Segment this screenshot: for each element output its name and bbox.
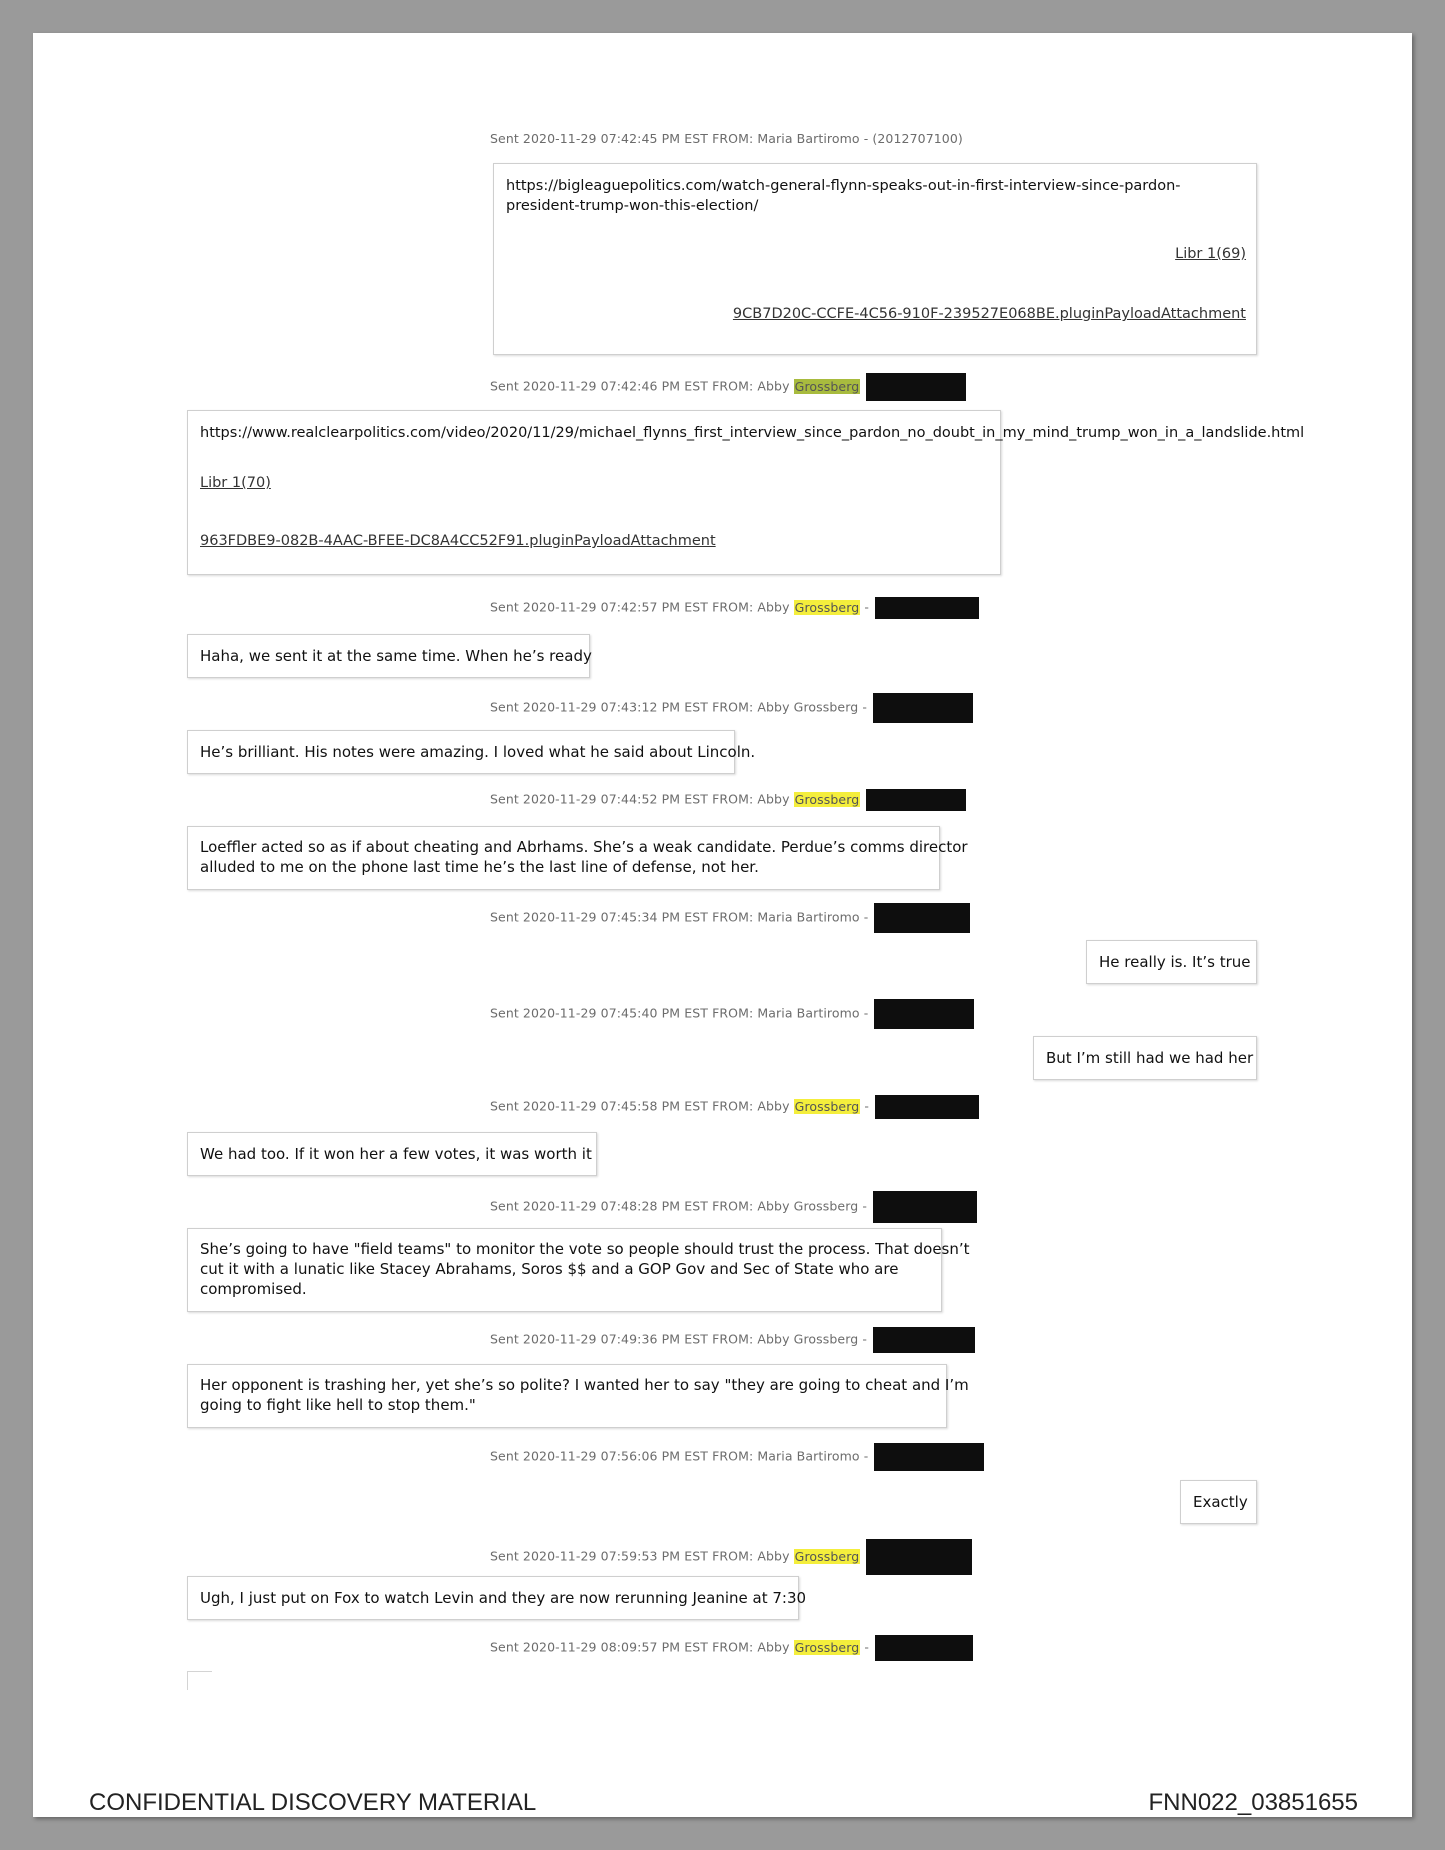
name-highlight: Grossberg <box>794 599 860 615</box>
message-bubble-link <box>187 410 1305 575</box>
message-header: Sent 2020-11-29 07:42:45 PM EST FROM: Maria Bartiromo - (2012707100) <box>490 131 963 146</box>
message-header: Sent 2020-11-29 07:43:12 PM EST FROM: Abby Grossberg - <box>490 693 973 723</box>
message-header: Sent 2020-11-29 07:42:46 PM EST FROM: Abby Grossberg <box>490 373 966 401</box>
redaction-box <box>873 693 973 723</box>
library-reference-link[interactable]: Libr 1(69) <box>1175 246 1246 262</box>
message-header: Sent 2020-11-29 07:59:53 PM EST FROM: Abby Grossberg <box>490 1539 972 1575</box>
message-bubble <box>187 1364 969 1428</box>
message-header: Sent 2020-11-29 07:45:40 PM EST FROM: Maria Bartiromo - <box>490 999 974 1029</box>
bates-number: FNN022_03851655 <box>1148 1789 1358 1816</box>
message-bubble <box>187 826 968 890</box>
message-text-line: Loeffler acted so as if about cheating and Abrhams. She’s a weak candidate. Perdue’s comms director <box>200 838 968 856</box>
name-highlight: Grossberg <box>794 1098 860 1114</box>
message-header: Sent 2020-11-29 07:45:34 PM EST FROM: Maria Bartiromo - <box>490 903 970 933</box>
attachment-link[interactable]: 963FDBE9-082B-4AAC-BFEE-DC8A4CC52F91.pluginPayloadAttachment <box>200 533 716 549</box>
message-link-text[interactable]: https://bigleaguepolitics.com/watch-general-flynn-speaks-out-in-first-interview-since-pardon-president-trump-won-this-election/ <box>506 178 1181 214</box>
name-highlight: Grossberg <box>794 791 860 807</box>
message-bubble <box>187 634 590 678</box>
message-text-line: She’s going to have "field teams" to monitor the vote so people should trust the process. That doesn’t <box>200 1240 970 1258</box>
message-bubble <box>187 1228 970 1312</box>
document-page <box>33 33 1412 1817</box>
redaction-box <box>866 373 966 401</box>
message-header: Sent 2020-11-29 07:44:52 PM EST FROM: Abby Grossberg <box>490 789 966 811</box>
message-bubble <box>187 1576 807 1620</box>
message-text-line: compromised. <box>200 1280 307 1298</box>
redaction-box <box>866 789 966 811</box>
redaction-box <box>866 1539 972 1575</box>
message-header: Sent 2020-11-29 07:42:57 PM EST FROM: Abby Grossberg - <box>490 597 979 619</box>
message-text: But I’m still had we had her <box>1046 1049 1254 1067</box>
redaction-box <box>875 597 979 619</box>
message-text: He really is. It’s true <box>1099 953 1251 971</box>
message-text-line: going to fight like hell to stop them." <box>200 1396 476 1414</box>
message-text: Exactly <box>1193 1493 1248 1511</box>
attachment-link[interactable]: 9CB7D20C-CCFE-4C56-910F-239527E068BE.pluginPayloadAttachment <box>732 306 1246 322</box>
message-bubble <box>1180 1480 1257 1524</box>
message-bubble <box>1033 1036 1257 1080</box>
redaction-box <box>873 1191 977 1223</box>
message-text: We had too. If it won her a few votes, it was worth it <box>200 1145 592 1163</box>
message-text-line: Her opponent is trashing her, yet she’s so polite? I wanted her to say "they are going to cheat and I’m <box>200 1376 969 1394</box>
redaction-box <box>874 1443 984 1471</box>
name-highlight: Grossberg <box>794 1639 860 1655</box>
message-bubble-link <box>493 163 1257 355</box>
message-header: Sent 2020-11-29 08:09:57 PM EST FROM: Abby Grossberg - <box>490 1635 973 1661</box>
redaction-box <box>875 1635 973 1661</box>
redaction-box <box>874 999 974 1029</box>
message-text: Ugh, I just put on Fox to watch Levin and they are now rerunning Jeanine at 7:30 <box>200 1589 807 1607</box>
library-reference-link[interactable]: Libr 1(70) <box>200 475 271 491</box>
message-text-line: alluded to me on the phone last time he’s the last line of defense, not her. <box>200 858 759 876</box>
message-header: Sent 2020-11-29 07:48:28 PM EST FROM: Abby Grossberg - <box>490 1191 977 1223</box>
name-highlight: Grossberg <box>794 378 860 394</box>
message-header: Sent 2020-11-29 07:56:06 PM EST FROM: Maria Bartiromo - <box>490 1443 984 1471</box>
message-text-line: cut it with a lunatic like Stacey Abrahams, Soros $$ and a GOP Gov and Sec of State who are <box>200 1260 899 1278</box>
message-bubble <box>187 1132 597 1176</box>
redaction-box <box>875 1095 979 1119</box>
message-bubble <box>1086 940 1257 984</box>
message-text: Haha, we sent it at the same time. When he’s ready <box>200 647 592 665</box>
confidential-footer: CONFIDENTIAL DISCOVERY MATERIAL <box>89 1789 537 1816</box>
name-highlight: Grossberg <box>794 1548 860 1564</box>
message-text: He’s brilliant. His notes were amazing. I loved what he said about Lincoln. <box>200 743 756 761</box>
redaction-box <box>874 903 970 933</box>
message-bubble <box>187 730 756 774</box>
message-bubble-fragment <box>187 1671 212 1690</box>
redaction-box <box>873 1327 975 1353</box>
message-link-text[interactable]: https://www.realclearpolitics.com/video/2020/11/29/michael_flynns_first_interview_since_pardon_no_doubt_in_my_mind_trump_won_in_a_landslide.html <box>200 425 1305 441</box>
message-header: Sent 2020-11-29 07:49:36 PM EST FROM: Abby Grossberg - <box>490 1327 975 1353</box>
message-header: Sent 2020-11-29 07:45:58 PM EST FROM: Abby Grossberg - <box>490 1095 979 1119</box>
